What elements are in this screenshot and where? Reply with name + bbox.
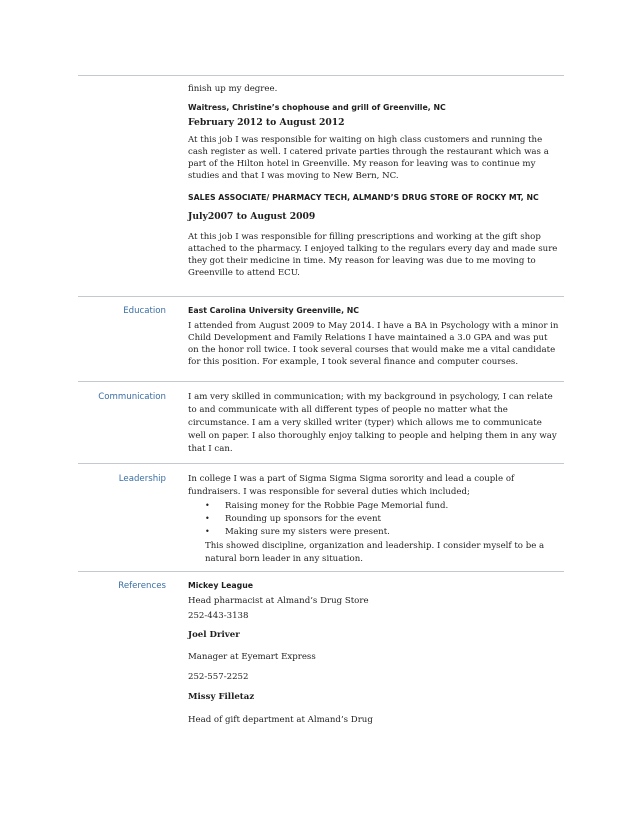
bullet-icon: •	[205, 514, 210, 523]
section-divider	[78, 463, 564, 464]
communication-line: well on paper. I also thoroughly enjoy talking to people and helping them in any way	[188, 431, 557, 441]
job-description-line: At this job I was responsible for waiting on high class customers and running the	[188, 135, 543, 145]
leadership-line: natural born leader in any situation.	[205, 554, 363, 564]
communication-line: I am very skilled in communication; with my background in psychology, I can relate	[188, 392, 553, 402]
section-divider	[78, 571, 564, 572]
leadership-bullet-item: Raising money for the Robbie Page Memorial fund.	[225, 501, 449, 511]
leadership-bullet-item: Rounding up sponsors for the event	[225, 514, 381, 524]
education-line: on the honor roll twice. I took several courses that would make me a vital candidate	[188, 345, 556, 355]
job-description-line: Greenville to attend ECU.	[188, 268, 300, 278]
reference-title: Head of gift department at Almand’s Drug	[188, 715, 373, 725]
leadership-line: fundraisers. I was responsible for several duties which included;	[188, 487, 470, 497]
reference-phone: 252-557-2252	[188, 672, 249, 682]
education-line: for this position. For example, I took several finance and computer courses.	[188, 357, 519, 367]
school-name: East Carolina University Greenville, NC	[188, 306, 360, 315]
section-divider	[78, 296, 564, 297]
communication-line: to and communicate with all different types of people no matter what the	[188, 405, 508, 415]
job-dates: February 2012 to August 2012	[188, 117, 345, 128]
leadership-bullet-item: Making sure my sisters were present.	[225, 527, 390, 537]
reference-name: Joel Driver	[188, 630, 240, 640]
reference-name: Missy Filletaz	[188, 692, 255, 702]
section-divider	[78, 381, 564, 382]
leadership-line: In college I was a part of Sigma Sigma Sigma sorority and lead a couple of	[188, 474, 515, 484]
job-description-line: studies and that I was moving to New Bern, NC.	[188, 171, 399, 181]
education-line: I attended from August 2009 to May 2014. I have a BA in Psychology with a minor in	[188, 321, 559, 331]
bullet-icon: •	[205, 501, 210, 510]
continued-text: finish up my degree.	[188, 84, 278, 94]
leadership-line: This showed discipline, organization and leadership. I consider myself to be a	[205, 541, 545, 551]
job-description-line: part of the Hilton hotel in Greenville. My reason for leaving was to continue my	[188, 159, 536, 169]
job-dates: July2007 to August 2009	[188, 211, 316, 222]
section-label-leadership: Leadership	[118, 474, 166, 484]
job-description-line: attached to the pharmacy. I enjoyed talking to the regulars every day and made sure	[188, 244, 558, 254]
job-description-line: At this job I was responsible for filling prescriptions and working at the gift shop	[188, 232, 541, 242]
communication-line: that I can.	[188, 444, 233, 454]
bullet-icon: •	[205, 527, 210, 536]
section-label-education: Education	[123, 306, 166, 316]
communication-line: circumstance. I am a very skilled writer (typer) which allows me to communicate	[188, 418, 542, 428]
reference-phone: 252-443-3138	[188, 611, 249, 621]
job-description-line: they got their medicine in time. My reason for leaving was due to me moving to	[188, 256, 536, 266]
section-divider	[78, 75, 564, 76]
section-label-references: References	[118, 581, 166, 591]
reference-name: Mickey League	[188, 581, 254, 590]
job-description-line: cash register as well. I catered private parties through the restaurant which was a	[188, 147, 549, 157]
job-title: Waitress, Christine’s chophouse and grill of Greenville, NC	[188, 103, 446, 112]
reference-title: Manager at Eyemart Express	[188, 652, 316, 662]
section-label-communication: Communication	[98, 392, 166, 402]
job-title: SALES ASSOCIATE/ PHARMACY TECH, ALMAND’S DRUG STORE OF ROCKY MT, NC	[188, 193, 539, 202]
reference-title: Head pharmacist at Almand’s Drug Store	[188, 596, 369, 606]
education-line: Child Development and Family Relations I have maintained a 3.0 GPA and was put	[188, 333, 548, 343]
